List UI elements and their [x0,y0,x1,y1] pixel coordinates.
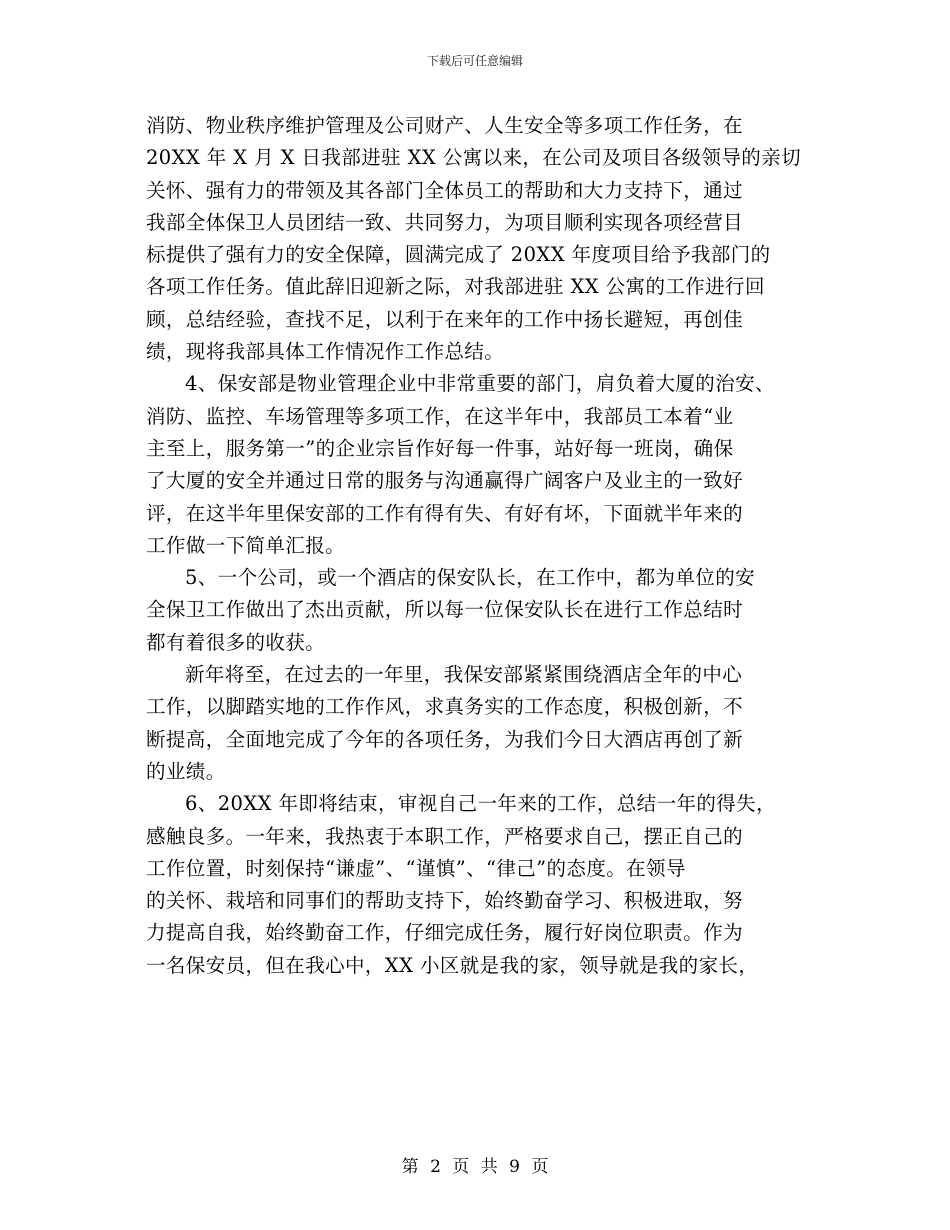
text-line: 标提供了强有力的安全保障，圆满完成了 20XX 年度项目给予我部门的 [146,243,771,267]
text-line: 工作做一下简单汇报。 [146,533,346,557]
text-line: 各项工作任务。值此辞旧迎新之际，对我部进驻 XX 公寓的工作进行回 [146,275,765,299]
text-line: 的业绩。 [146,759,226,783]
paragraph-start-line: 6、20XX 年即将结束，审视自己一年来的工作，总结一年的得失， [185,792,776,816]
text-line: 了大厦的安全并通过日常的服务与沟通赢得广阔客户及业主的一致好 [146,469,744,493]
text-line: 20XX 年 X 月 X 日我部进驻 XX 公寓以来，在公司及项目各级领导的亲切 [146,146,801,170]
text-line: 消防、监控、车场管理等多项工作，在这半年中，我部员工本着“业 [146,404,734,428]
document-body [146,110,836,982]
page-number: 第 2 页 共 9 页 [401,1157,549,1177]
text-line: 全保卫工作做出了杰出贡献，所以每一位保安队长在进行工作总结时 [146,598,744,622]
paragraph-start-line: 5、一个公司，或一个酒店的保安队长，在工作中，都为单位的安 [185,566,756,590]
text-line: 力提高自我，始终勤奋工作，仔细完成任务，履行好岗位职责。作为 [146,921,744,945]
text-line: 绩，现将我部具体工作情况作工作总结。 [146,340,505,364]
text-line: 工作位置，时刻保持“谦虚”、“谨慎”、“律己”的态度。在领导 [146,856,686,880]
text-line: 都有着很多的收获。 [146,630,326,654]
paragraph-start-line: 4、保安部是物业管理企业中非常重要的部门，肩负着大厦的治安、 [185,372,775,396]
text-line: 我部全体保卫人员团结一致、共同努力，为项目顺利实现各项经营目 [146,210,744,234]
text-line: 感触良多。一年来，我热衷于本职工作，严格要求自己，摆正自己的 [146,824,744,848]
page-header: 下载后可任意编辑 [426,54,523,68]
text-line: 的关怀、栽培和同事们的帮助支持下，始终勤奋学习、积极进取，努 [146,889,744,913]
text-line: 断提高，全面地完成了今年的各项任务，为我们今日大酒店再创了新 [146,727,744,751]
text-line: 消防、物业秩序维护管理及公司财产、人生安全等多项工作任务，在 [146,114,744,137]
paragraph-start-line: 新年将至，在过去的一年里，我保安部紧紧围绕酒店全年的中心 [185,663,743,687]
text-line: 顾，总结经验，查找不足，以利于在来年的工作中扬长避短，再创佳 [146,307,744,331]
text-line: 评，在这半年里保安部的工作有得有失、有好有坏，下面就半年来的 [146,501,744,525]
text-line: 主至上，服务第一”的企业宗旨作好每一件事，站好每一班岗，确保 [146,436,734,460]
text-line: 关怀、强有力的带领及其各部门全体员工的帮助和大力支持下，通过 [146,178,744,202]
text-line: 工作，以脚踏实地的工作作风，求真务实的工作态度，积极创新，不 [146,695,744,719]
text-line: 一名保安员，但在我心中，XX 小区就是我的家，领导就是我的家长， [146,953,759,977]
